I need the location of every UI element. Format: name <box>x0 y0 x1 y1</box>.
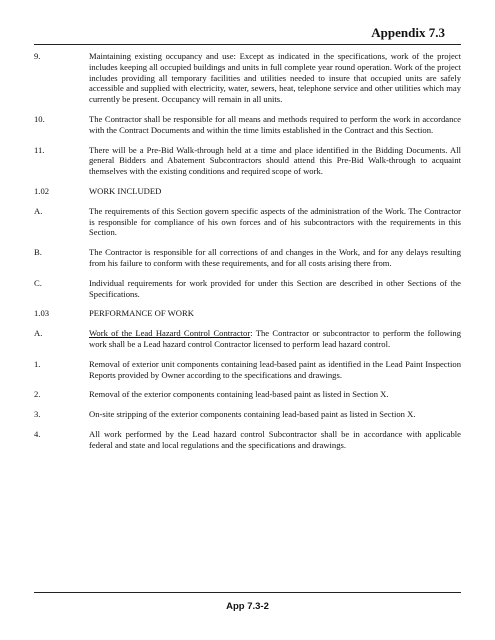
list-item <box>34 429 461 451</box>
item-number: 4. <box>34 428 41 439</box>
section-title: WORK INCLUDED <box>89 185 162 196</box>
list-item <box>34 247 461 269</box>
item-text: All work performed by the Lead hazard control Subcontractor shall be in accordance with applicable federal and state and local regulations and the specifications and drawings. <box>89 428 461 450</box>
list-item <box>34 278 461 300</box>
item-letter: A. <box>34 205 43 216</box>
item-text <box>89 328 461 350</box>
item-text: There will be a Pre-Bid Walk-through held at a time and place identified in the Bidding Documents. All general Bidders and Abatement Subcontractors should attend this Pre-Bid Walk-through to acquaint themselves with the existing conditions and required scope of work. <box>89 144 461 177</box>
item-text: Maintaining existing occupancy and use: Except as indicated in the specifications, work of the project includes keeping all occupied buildings and units in full complete year round operation. Work of the project includes providing all temporary facilities and utilities needed to insure that occupied units are safely accessible and supplied with electricity, water, sewers, heat, telephone service and other utilities which may currently be present. Occupancy will remain in all units. <box>89 51 461 105</box>
section-heading-1-03 <box>34 308 461 319</box>
item-number: 9. <box>34 51 41 61</box>
item-text: The requirements of this Section govern specific aspects of the administration of the Work. The Contractor is responsible for compliance of his own forces and of his subcontractors with the requirements in this Section. <box>89 205 461 238</box>
list-item <box>34 389 461 400</box>
section-title: PERFORMANCE OF WORK <box>89 308 194 319</box>
page-number: App 7.3-2 <box>226 601 269 612</box>
item-text: The Contractor is responsible for all corrections of and changes in the Work, and for any delays resulting from his failure to conform with these requirements, and for all costs arising there from. <box>89 247 461 268</box>
item-text: Individual requirements for work provided for under this Section are described in other Sections of the Specifications. <box>89 277 461 299</box>
item-text: On-site stripping of the exterior components containing lead-based paint as listed in Section X. <box>89 409 416 420</box>
item-letter: A. <box>34 328 43 339</box>
section-heading-1-02 <box>34 186 461 197</box>
item-number: 11. <box>34 144 45 155</box>
item-letter: B. <box>34 247 42 258</box>
item-letter: C. <box>34 277 42 288</box>
section-number: 1.02 <box>34 185 50 196</box>
item-text: Removal of exterior unit components containing lead-based paint as identified in the Lead Paint Inspection Reports provided by Owner according to the specifications and drawings. <box>89 358 461 380</box>
item-text-rest: : The Contractor or subcontractor to perform the following work shall be a Lead hazard control Contractor licensed to perform lead hazard control. <box>89 328 461 349</box>
list-item <box>34 145 461 177</box>
underlined-heading: Work of the Lead Hazard Control Contractor <box>89 328 251 339</box>
item-number: 3. <box>34 409 41 420</box>
item-text: Removal of the exterior components containing lead-based paint as listed in Section X. <box>89 389 389 400</box>
appendix-title: Appendix 7.3 <box>371 25 445 40</box>
list-item <box>34 114 461 136</box>
document-body <box>34 51 461 460</box>
list-item <box>34 328 461 350</box>
item-text: The Contractor shall be responsible for all means and methods required to perform the work in accordance with the Contract Documents and within the time limits established in the Contract and this Section. <box>89 113 461 135</box>
list-item <box>34 409 461 420</box>
footer-rule <box>34 592 461 593</box>
list-item <box>34 206 461 238</box>
list-item <box>34 51 461 105</box>
header-rule <box>34 44 461 45</box>
item-number: 1. <box>34 358 41 369</box>
item-number: 2. <box>34 389 41 400</box>
list-item <box>34 359 461 381</box>
section-number: 1.03 <box>34 308 50 319</box>
item-number: 10. <box>34 113 45 124</box>
